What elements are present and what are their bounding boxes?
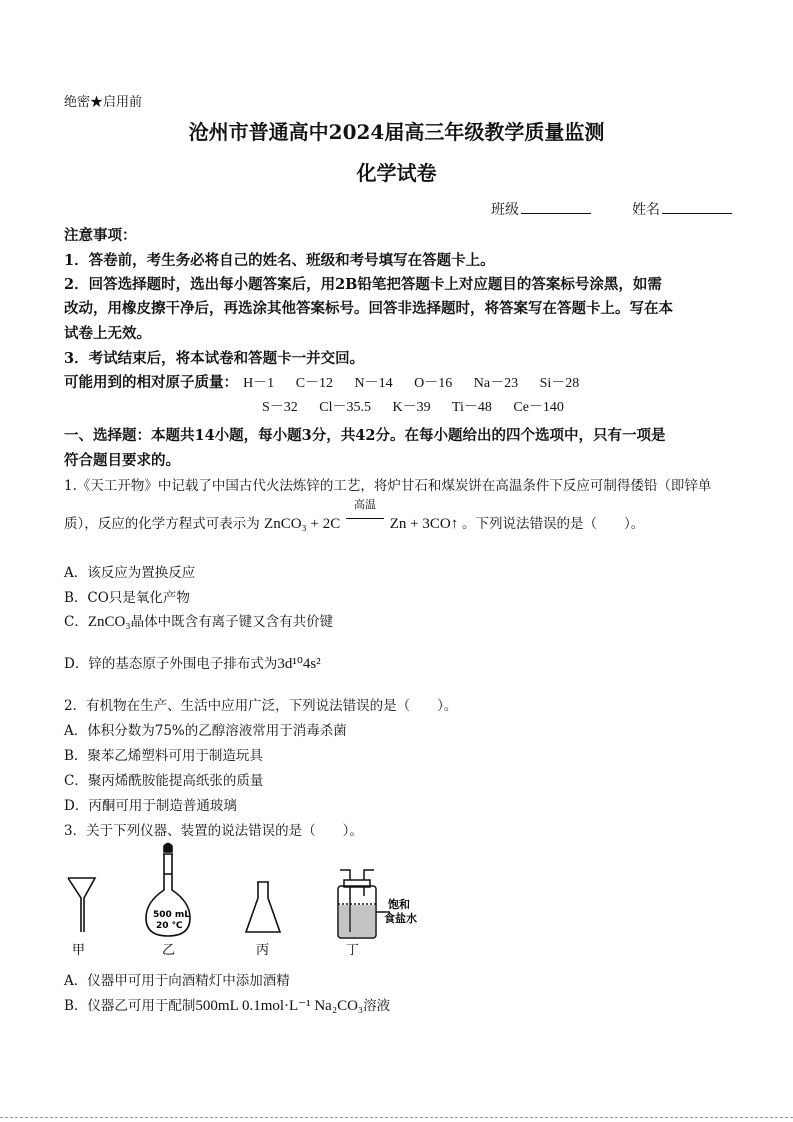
atomic-mass-row-1 <box>64 371 595 392</box>
q3-option-b-formula: 500mL 0.1mol·L⁻¹ Na₂CO₃ <box>195 998 364 1014</box>
notice-item-2c: 试卷上无效。 <box>64 325 151 342</box>
q1-option-c <box>64 610 333 631</box>
page-bottom-rule <box>0 1117 793 1118</box>
q1-option-c-text: 晶体中既含有离子键又含有共价键 <box>130 614 334 630</box>
q2-option-b: B．聚苯乙烯塑料可用于制造玩具 <box>64 748 263 764</box>
label-jia: 甲 <box>72 943 86 958</box>
class-field <box>491 199 591 219</box>
bottle-liquid <box>339 905 375 937</box>
exam-subtitle: 化学试卷 <box>356 161 437 185</box>
q2-option-c: C．聚丙烯酰胺能提高纸张的质量 <box>64 773 264 789</box>
label-bing: 丙 <box>256 943 270 958</box>
mass-ti: Ti－48 <box>451 400 492 415</box>
class-label: 班级 <box>491 202 519 218</box>
q3-option-a: A．仪器甲可用于向酒精灯中添加酒精 <box>64 973 290 989</box>
q1-option-d-formula: 3d¹⁰4s² <box>277 656 321 672</box>
name-label: 姓名 <box>632 202 660 218</box>
q3-stem: 3．关于下列仪器、装置的说法错误的是（ ）。 <box>64 823 363 839</box>
q1-option-c-formula: ZnCO₃ <box>87 614 131 630</box>
mass-ce: Ce－140 <box>513 400 564 415</box>
flask-volume-text: 500 mL <box>153 910 191 920</box>
q1-stem-line2 <box>64 499 645 533</box>
q1-option-b: B．CO只是氧化产物 <box>64 590 190 606</box>
mass-c: C－12 <box>295 376 334 391</box>
mass-cl: Cl－35.5 <box>319 400 372 415</box>
q3-option-b <box>64 994 390 1015</box>
q3-option-b-text: B．仪器乙可用于配制 <box>64 998 196 1014</box>
q3-option-b-suffix: 溶液 <box>363 998 391 1014</box>
atomic-mass-row-2 <box>262 396 580 416</box>
class-blank <box>521 201 591 214</box>
flask-temp-text: 20 ℃ <box>156 921 183 931</box>
mass-n: N－14 <box>354 376 393 391</box>
mass-k: K－39 <box>392 400 431 415</box>
q1-option-a: A．该反应为置换反应 <box>64 565 196 581</box>
q1-stem-line1: 1.《天工开物》中记载了中国古代火法炼锌的工艺，将炉甘石和煤炭饼在高温条件下反应可制得倭铅（即锌单 <box>64 478 712 494</box>
name-field <box>632 199 732 219</box>
notice-item-1: 1．答卷前，考生务必将自己的姓名、班级和考号填写在答题卡上。 <box>64 252 495 269</box>
bottle-label-line2: 食盐水 <box>384 912 417 925</box>
q1-eq-right: Zn + 3CO↑ <box>389 516 459 532</box>
q2-option-d: D．丙酮可用于制造普通玻璃 <box>64 798 237 814</box>
mass-na: Na－23 <box>473 376 519 391</box>
mass-o: O－16 <box>414 376 453 391</box>
notice-heading: 注意事项： <box>64 227 137 244</box>
confidential-mark: 绝密★启用前 <box>64 95 143 110</box>
section1-line2: 符合题目要求的。 <box>64 452 180 469</box>
mass-h: H－1 <box>243 376 275 391</box>
notice-item-2b: 改动，用橡皮擦干净后，再选涂其他答案标号。回答非选择题时，将答案写在答题卡上。写在本 <box>64 300 673 317</box>
q2-stem: 2．有机物在生产、生活中应用广泛，下列说法错误的是（ ）。 <box>64 698 458 714</box>
q1-eq-arrow <box>344 499 386 528</box>
label-ding: 丁 <box>346 943 360 958</box>
q1-eq-bar <box>346 518 384 519</box>
label-yi: 乙 <box>162 943 176 958</box>
notice-item-2a: 2．回答选择题时，选出每小题答案后，用2B铅笔把答题卡上对应题目的答案标号涂黑，如需 <box>64 276 662 293</box>
q1-equation <box>264 499 462 532</box>
exam-title: 沧州市普通高中2024届高三年级教学质量监测 <box>188 120 605 144</box>
q2-option-a: A．体积分数为75%的乙醇溶液常用于消毒杀菌 <box>64 723 347 739</box>
funnel-icon <box>68 878 95 932</box>
conical-flask-icon <box>246 882 280 932</box>
mass-s: S－32 <box>262 400 298 415</box>
q1-eq-condition: 高温 <box>354 499 376 511</box>
q1-eq-left: ZnCO₃ + 2C <box>264 516 341 532</box>
notice-item-3: 3．考试结束后，将本试卷和答题卡一并交回。 <box>64 350 365 367</box>
q1-option-d-text: D．锌的基态原子外围电子排布式为 <box>64 656 278 672</box>
atomic-mass-label: 可能用到的相对原子质量： <box>64 374 238 391</box>
mass-si: Si－28 <box>539 376 580 391</box>
bottle-label-line1: 饱和 <box>388 898 410 911</box>
q1-stem-post: 。下列说法错误的是（ ）。 <box>461 516 645 532</box>
q1-option-d <box>64 652 321 673</box>
section1-line1: 一、选择题：本题共14小题，每小题3分，共42分。在每小题给出的四个选项中，只有一项是 <box>64 427 666 444</box>
name-blank <box>662 201 732 214</box>
q1-option-c-prefix: C． <box>64 614 88 630</box>
q1-stem-pre: 质），反应的化学方程式可表示为 <box>64 516 260 532</box>
q3-apparatus-figure <box>60 840 440 965</box>
